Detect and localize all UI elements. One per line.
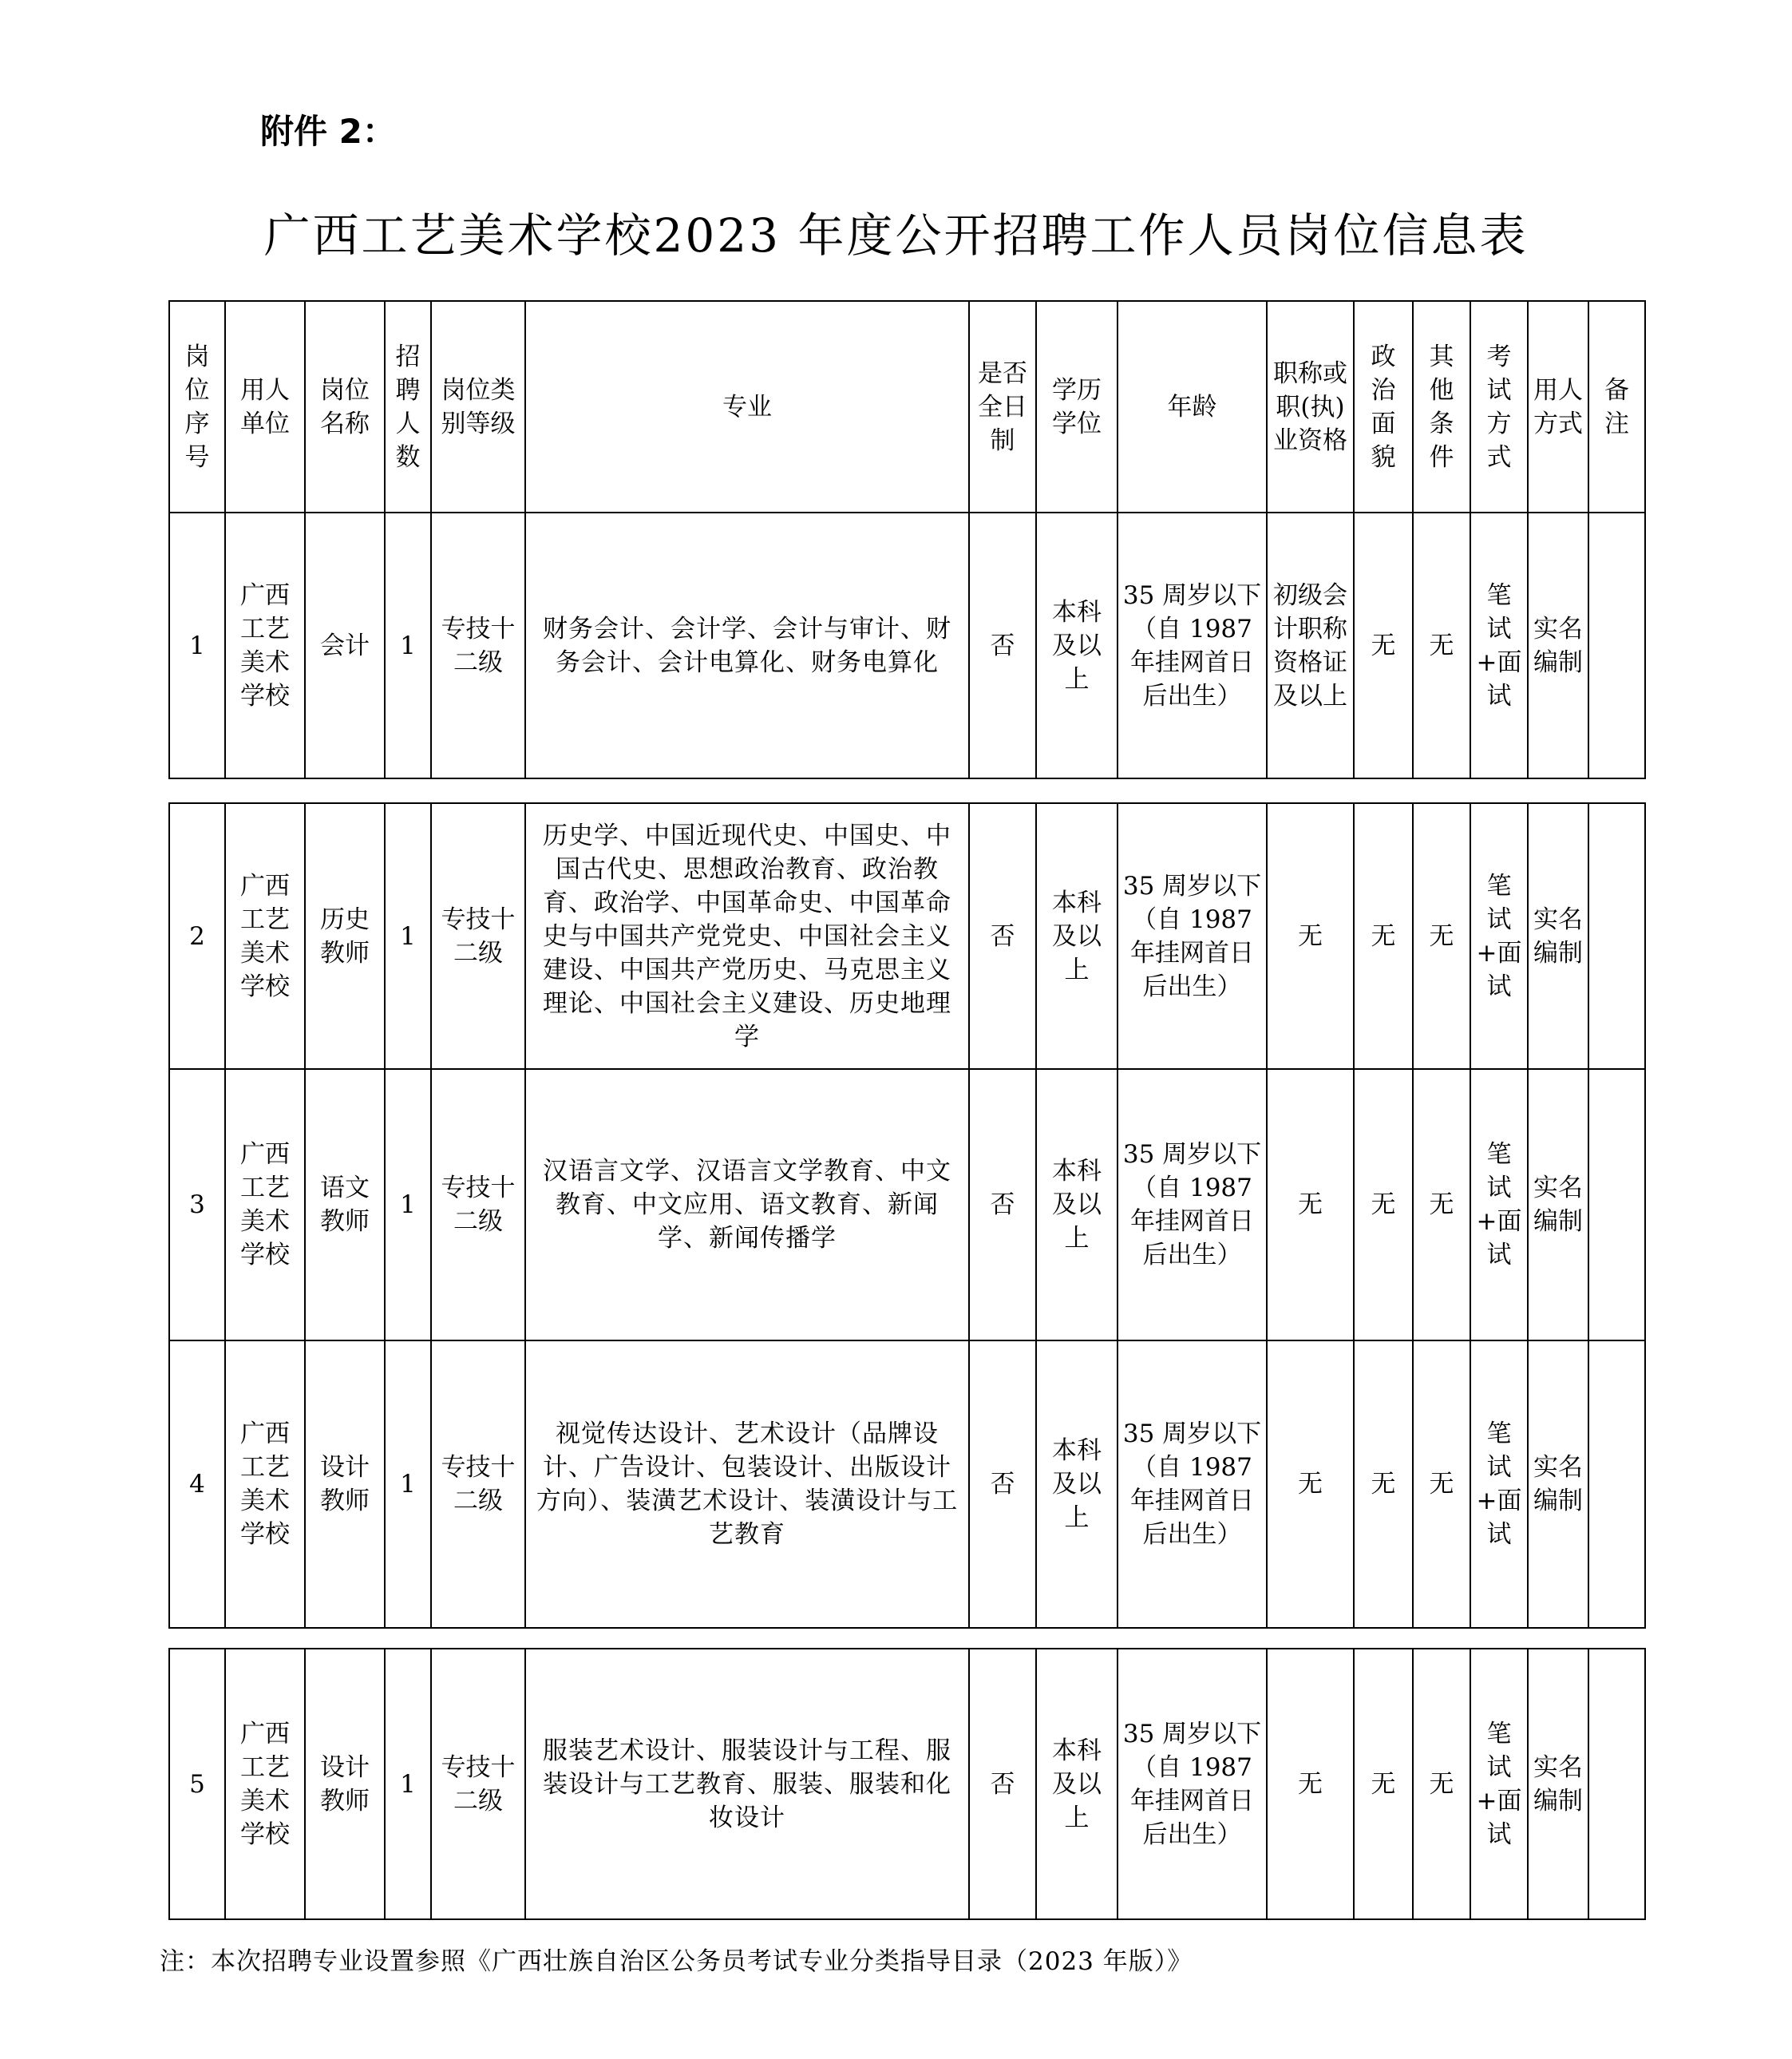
cell-fulltime: 否 bbox=[969, 1069, 1036, 1340]
cell-remark bbox=[1588, 1340, 1645, 1628]
header-employment: 用人方式 bbox=[1528, 301, 1588, 513]
table-row bbox=[169, 1649, 1645, 1919]
cell-employment: 实名编制 bbox=[1528, 803, 1588, 1069]
cell-qualification: 无 bbox=[1267, 1649, 1354, 1919]
cell-remark bbox=[1588, 513, 1645, 778]
cell-age: 35 周岁以下（自 1987 年挂网首日后出生） bbox=[1118, 1340, 1267, 1628]
table-row bbox=[169, 1340, 1645, 1628]
cell-category: 专技十二级 bbox=[431, 1340, 525, 1628]
cell-category: 专技十二级 bbox=[431, 803, 525, 1069]
cell-major: 服装艺术设计、服装设计与工程、服装设计与工艺教育、服装、服装和化妆设计 bbox=[525, 1649, 969, 1919]
cell-unit: 广西工艺美术学校 bbox=[225, 1649, 305, 1919]
header-unit: 用人单位 bbox=[225, 301, 305, 513]
cell-seq: 5 bbox=[169, 1649, 225, 1919]
cell-category: 专技十二级 bbox=[431, 1649, 525, 1919]
header-exam: 考试方式 bbox=[1470, 301, 1528, 513]
cell-political: 无 bbox=[1354, 513, 1413, 778]
cell-category: 专技十二级 bbox=[431, 513, 525, 778]
cell-position: 设计教师 bbox=[305, 1649, 385, 1919]
cell-unit: 广西工艺美术学校 bbox=[225, 1069, 305, 1340]
cell-age: 35 周岁以下（自 1987 年挂网首日后出生） bbox=[1118, 803, 1267, 1069]
footnote: 注：本次招聘专业设置参照《广西壮族自治区公务员考试专业分类指导目录（2023 年版）》 bbox=[160, 1947, 1193, 1976]
header-category: 岗位类别等级 bbox=[431, 301, 525, 513]
cell-exam: 笔试+面试 bbox=[1470, 513, 1528, 778]
cell-employment: 实名编制 bbox=[1528, 1340, 1588, 1628]
header-position: 岗位名称 bbox=[305, 301, 385, 513]
cell-seq: 1 bbox=[169, 513, 225, 778]
header-row bbox=[169, 301, 1645, 513]
cell-other: 无 bbox=[1413, 513, 1470, 778]
cell-category: 专技十二级 bbox=[431, 1069, 525, 1340]
header-fulltime: 是否全日制 bbox=[969, 301, 1036, 513]
cell-political: 无 bbox=[1354, 1340, 1413, 1628]
table-row bbox=[169, 1069, 1645, 1340]
cell-age: 35 周岁以下（自 1987 年挂网首日后出生） bbox=[1118, 513, 1267, 778]
cell-fulltime: 否 bbox=[969, 513, 1036, 778]
cell-education: 本科及以上 bbox=[1036, 803, 1118, 1069]
cell-education: 本科及以上 bbox=[1036, 513, 1118, 778]
cell-remark bbox=[1588, 1649, 1645, 1919]
cell-major: 汉语言文学、汉语言文学教育、中文教育、中文应用、语文教育、新闻学、新闻传播学 bbox=[525, 1069, 969, 1340]
table-row bbox=[169, 803, 1645, 1069]
cell-education: 本科及以上 bbox=[1036, 1069, 1118, 1340]
cell-unit: 广西工艺美术学校 bbox=[225, 513, 305, 778]
cell-position: 会计 bbox=[305, 513, 385, 778]
cell-political: 无 bbox=[1354, 803, 1413, 1069]
cell-count: 1 bbox=[385, 513, 431, 778]
cell-education: 本科及以上 bbox=[1036, 1340, 1118, 1628]
cell-political: 无 bbox=[1354, 1649, 1413, 1919]
cell-age: 35 周岁以下（自 1987 年挂网首日后出生） bbox=[1118, 1649, 1267, 1919]
cell-political: 无 bbox=[1354, 1069, 1413, 1340]
header-education: 学历学位 bbox=[1036, 301, 1118, 513]
cell-employment: 实名编制 bbox=[1528, 513, 1588, 778]
cell-fulltime: 否 bbox=[969, 1340, 1036, 1628]
cell-position: 语文教师 bbox=[305, 1069, 385, 1340]
header-count: 招聘人数 bbox=[385, 301, 431, 513]
cell-qualification: 无 bbox=[1267, 1340, 1354, 1628]
position-table-part-2 bbox=[168, 802, 1646, 1629]
header-qualification: 职称或职(执)业资格 bbox=[1267, 301, 1354, 513]
cell-count: 1 bbox=[385, 1649, 431, 1919]
cell-exam: 笔试+面试 bbox=[1470, 803, 1528, 1069]
cell-major: 视觉传达设计、艺术设计（品牌设计、广告设计、包装设计、出版设计方向）、装潢艺术设计、装潢设计与工艺教育 bbox=[525, 1340, 969, 1628]
cell-education: 本科及以上 bbox=[1036, 1649, 1118, 1919]
attachment-label: 附件 2： bbox=[260, 112, 396, 151]
cell-remark bbox=[1588, 1069, 1645, 1340]
header-major: 专业 bbox=[525, 301, 969, 513]
cell-major: 财务会计、会计学、会计与审计、财务会计、会计电算化、财务电算化 bbox=[525, 513, 969, 778]
header-age: 年龄 bbox=[1118, 301, 1267, 513]
cell-unit: 广西工艺美术学校 bbox=[225, 803, 305, 1069]
cell-qualification: 无 bbox=[1267, 1069, 1354, 1340]
cell-exam: 笔试+面试 bbox=[1470, 1649, 1528, 1919]
table-row bbox=[169, 513, 1645, 778]
header-seq: 岗位序号 bbox=[169, 301, 225, 513]
cell-position: 历史教师 bbox=[305, 803, 385, 1069]
cell-seq: 2 bbox=[169, 803, 225, 1069]
cell-age: 35 周岁以下（自 1987 年挂网首日后出生） bbox=[1118, 1069, 1267, 1340]
header-remark: 备注 bbox=[1588, 301, 1645, 513]
cell-seq: 3 bbox=[169, 1069, 225, 1340]
page-title: 广西工艺美术学校2023 年度公开招聘工作人员岗位信息表 bbox=[263, 208, 1529, 263]
position-table-part-3 bbox=[168, 1648, 1646, 1920]
cell-count: 1 bbox=[385, 1069, 431, 1340]
cell-unit: 广西工艺美术学校 bbox=[225, 1340, 305, 1628]
cell-employment: 实名编制 bbox=[1528, 1649, 1588, 1919]
cell-position: 设计教师 bbox=[305, 1340, 385, 1628]
position-table-part-1 bbox=[168, 300, 1646, 779]
cell-qualification: 无 bbox=[1267, 803, 1354, 1069]
cell-exam: 笔试+面试 bbox=[1470, 1340, 1528, 1628]
cell-other: 无 bbox=[1413, 803, 1470, 1069]
cell-other: 无 bbox=[1413, 1340, 1470, 1628]
header-other: 其他条件 bbox=[1413, 301, 1470, 513]
cell-other: 无 bbox=[1413, 1649, 1470, 1919]
cell-fulltime: 否 bbox=[969, 803, 1036, 1069]
cell-count: 1 bbox=[385, 803, 431, 1069]
cell-other: 无 bbox=[1413, 1069, 1470, 1340]
cell-exam: 笔试+面试 bbox=[1470, 1069, 1528, 1340]
cell-seq: 4 bbox=[169, 1340, 225, 1628]
cell-qualification: 初级会计职称资格证及以上 bbox=[1267, 513, 1354, 778]
header-political: 政治面貌 bbox=[1354, 301, 1413, 513]
cell-remark bbox=[1588, 803, 1645, 1069]
cell-employment: 实名编制 bbox=[1528, 1069, 1588, 1340]
cell-fulltime: 否 bbox=[969, 1649, 1036, 1919]
cell-major: 历史学、中国近现代史、中国史、中国古代史、思想政治教育、政治教育、政治学、中国革命史、中国革命史与中国共产党党史、中国社会主义建设、中国共产党历史、马克思主义理论、中国社会主义建设、历史地理学 bbox=[525, 803, 969, 1069]
cell-count: 1 bbox=[385, 1340, 431, 1628]
